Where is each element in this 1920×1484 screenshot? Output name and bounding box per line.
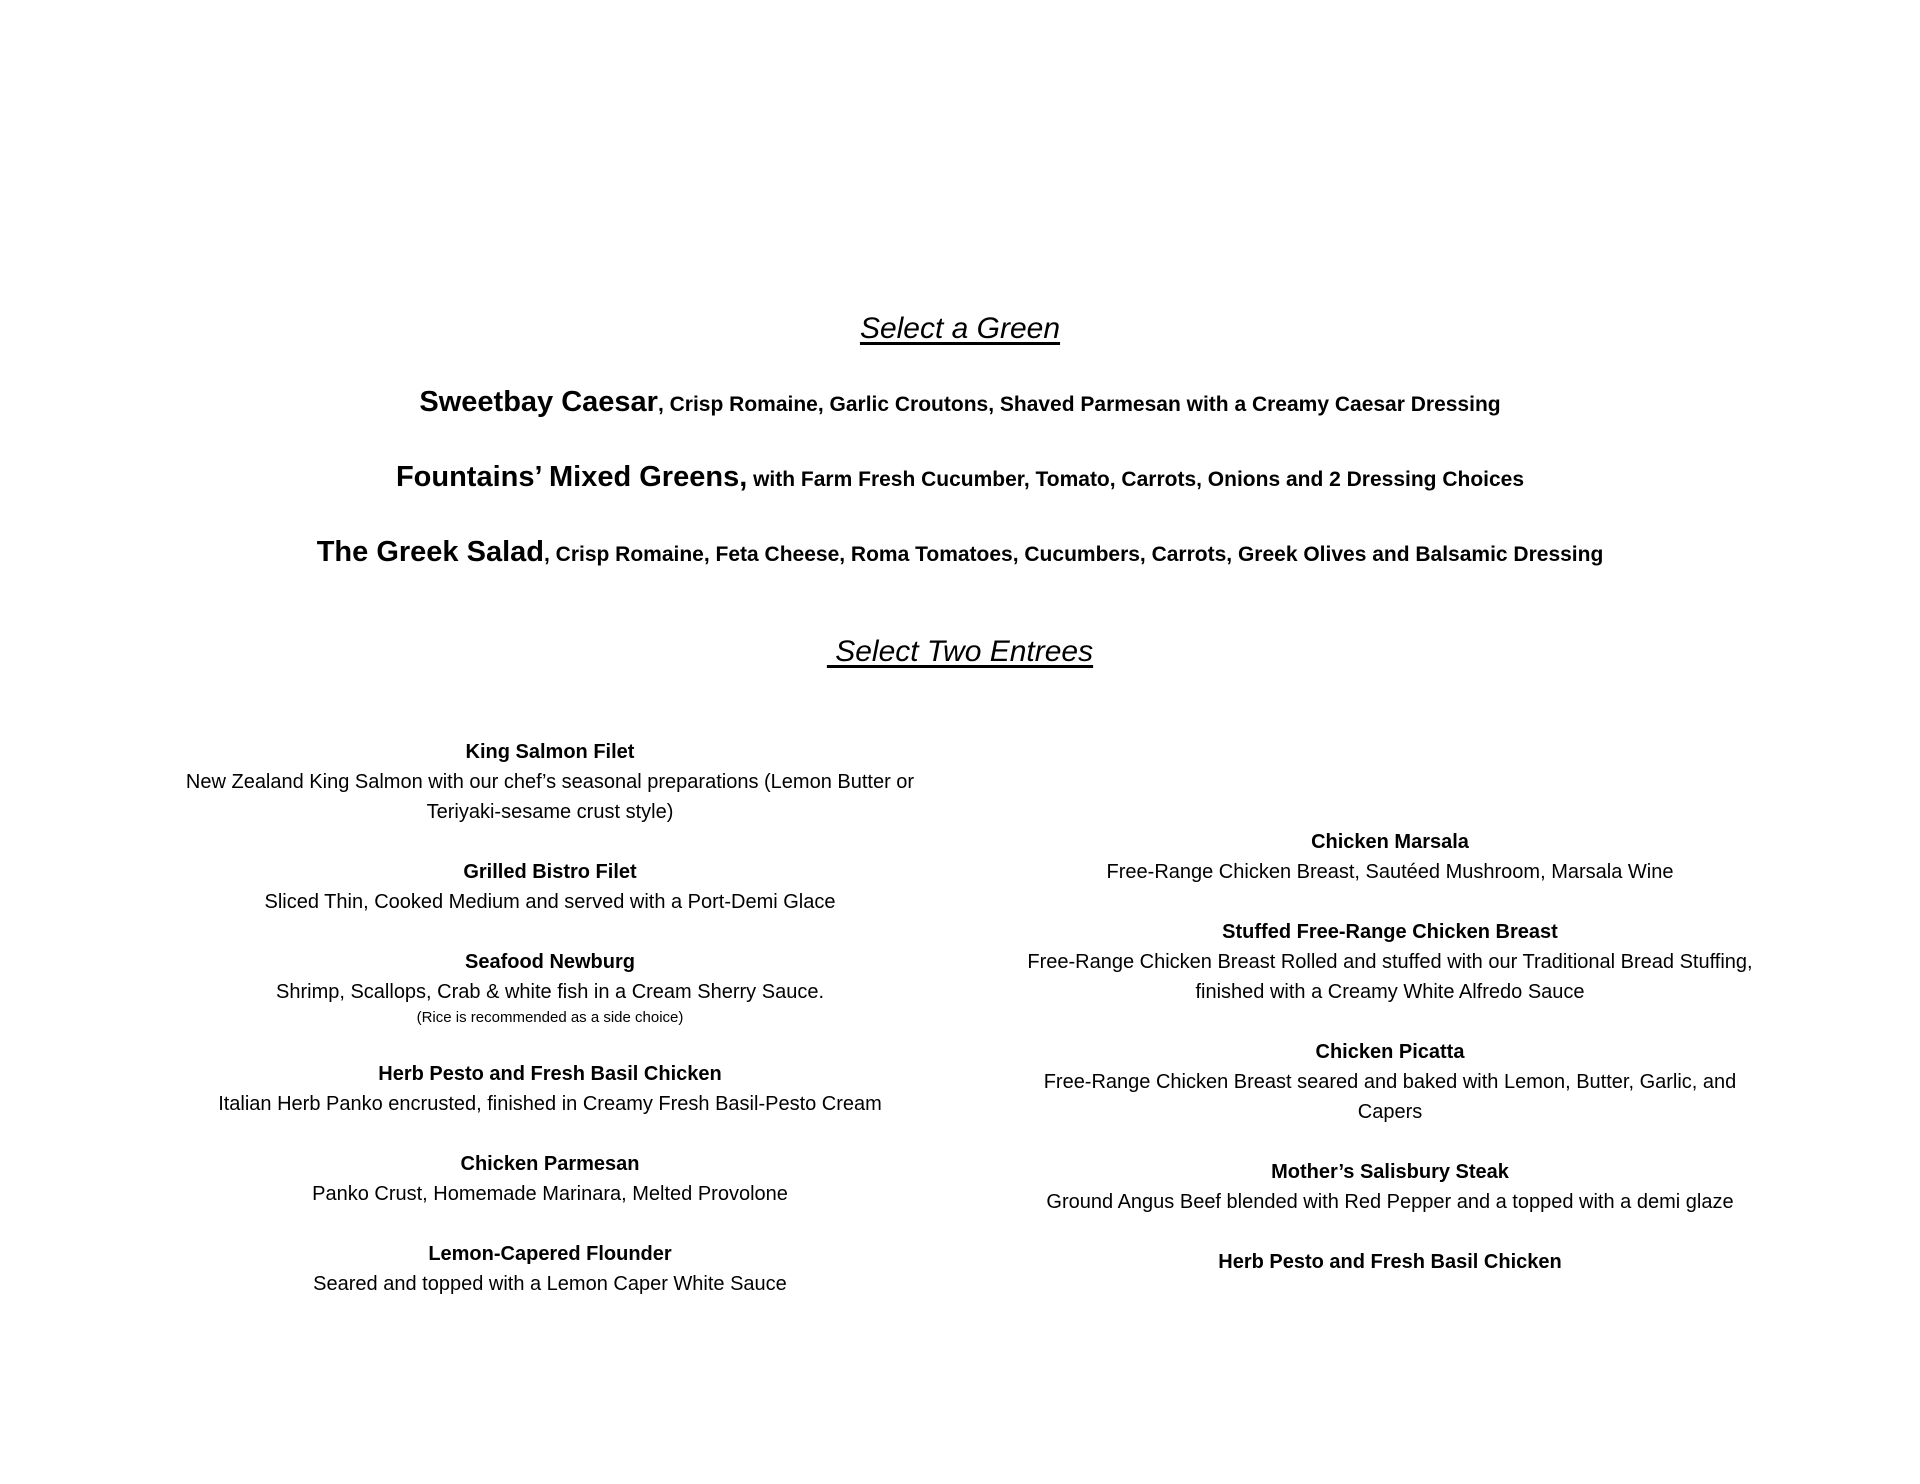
select-green-heading: Select a Green (859, 312, 1061, 345)
entree-item (170, 947, 930, 1029)
green-item-name: The Greek Salad (316, 536, 544, 568)
green-item-description: with Farm Fresh Cucumber, Tomato, Carrots, Onions and 2 Dressing Choices (747, 468, 1525, 491)
select-entrees-heading: Select Two Entrees (826, 635, 1094, 668)
entree-description: Free-Range Chicken Breast, Sautéed Mushroom, Marsala Wine (1106, 861, 1674, 883)
entree-item (170, 737, 930, 827)
entree-item (1010, 1037, 1770, 1127)
entree-name: Grilled Bistro Filet (463, 861, 637, 883)
entree-name: Mother’s Salisbury Steak (1271, 1161, 1509, 1183)
entree-name: Herb Pesto and Fresh Basil Chicken (1218, 1251, 1562, 1273)
entree-name: Herb Pesto and Fresh Basil Chicken (378, 1063, 722, 1085)
entree-item (170, 1149, 930, 1209)
entree-item (1010, 827, 1770, 887)
entree-description: Shrimp, Scallops, Crab & white fish in a Cream Sherry Sauce. (276, 981, 824, 1003)
entree-name: Seafood Newburg (464, 951, 635, 973)
entree-item (170, 1059, 930, 1119)
entree-item (1010, 917, 1770, 1007)
entrees-left-column (170, 737, 930, 1299)
entree-item (170, 1239, 930, 1299)
entree-item (170, 857, 930, 917)
entree-description: Free-Range Chicken Breast Rolled and stuffed with our Traditional Bread Stuffing, finished with a Creamy White Alfredo Sauce (1027, 951, 1753, 1003)
green-item-name: Fountains’ Mixed Greens, (395, 461, 748, 493)
green-item-description: , Crisp Romaine, Garlic Croutons, Shaved Parmesan with a Creamy Caesar Dressing (657, 393, 1501, 416)
entree-name: Chicken Parmesan (460, 1153, 640, 1175)
entrees-right-column (1010, 827, 1770, 1277)
entree-description: New Zealand King Salmon with our chef’s seasonal preparations (Lemon Butter or Teriyaki-sesame crust style) (185, 771, 915, 823)
entree-description: Sliced Thin, Cooked Medium and served with a Port-Demi Glace (264, 891, 836, 913)
entree-note: (Rice is recommended as a side choice) (416, 1009, 684, 1026)
entree-name: Lemon-Capered Flounder (428, 1243, 672, 1265)
entree-name: Stuffed Free-Range Chicken Breast (1222, 921, 1558, 943)
entree-item (1010, 1247, 1770, 1277)
green-item-greek-salad (0, 536, 1920, 569)
green-item-caesar (0, 386, 1920, 419)
entree-name: Chicken Picatta (1315, 1041, 1465, 1063)
entree-description: Panko Crust, Homemade Marinara, Melted Provolone (312, 1183, 788, 1205)
entree-description: Italian Herb Panko encrusted, finished in Creamy Fresh Basil-Pesto Cream (218, 1093, 882, 1115)
green-item-mixed-greens (0, 461, 1920, 494)
entree-description: Ground Angus Beef blended with Red Pepper and a topped with a demi glaze (1046, 1191, 1734, 1213)
entree-name: Chicken Marsala (1311, 831, 1469, 853)
green-item-description: , Crisp Romaine, Feta Cheese, Roma Tomatoes, Cucumbers, Carrots, Greek Olives and Balsamic Dressing (543, 543, 1604, 566)
entree-name: King Salmon Filet (465, 741, 635, 763)
entree-item (1010, 1157, 1770, 1217)
entree-description: Seared and topped with a Lemon Caper White Sauce (313, 1273, 787, 1295)
entree-description: Free-Range Chicken Breast seared and baked with Lemon, Butter, Garlic, and Capers (1043, 1071, 1737, 1123)
green-item-name: Sweetbay Caesar (419, 386, 658, 418)
